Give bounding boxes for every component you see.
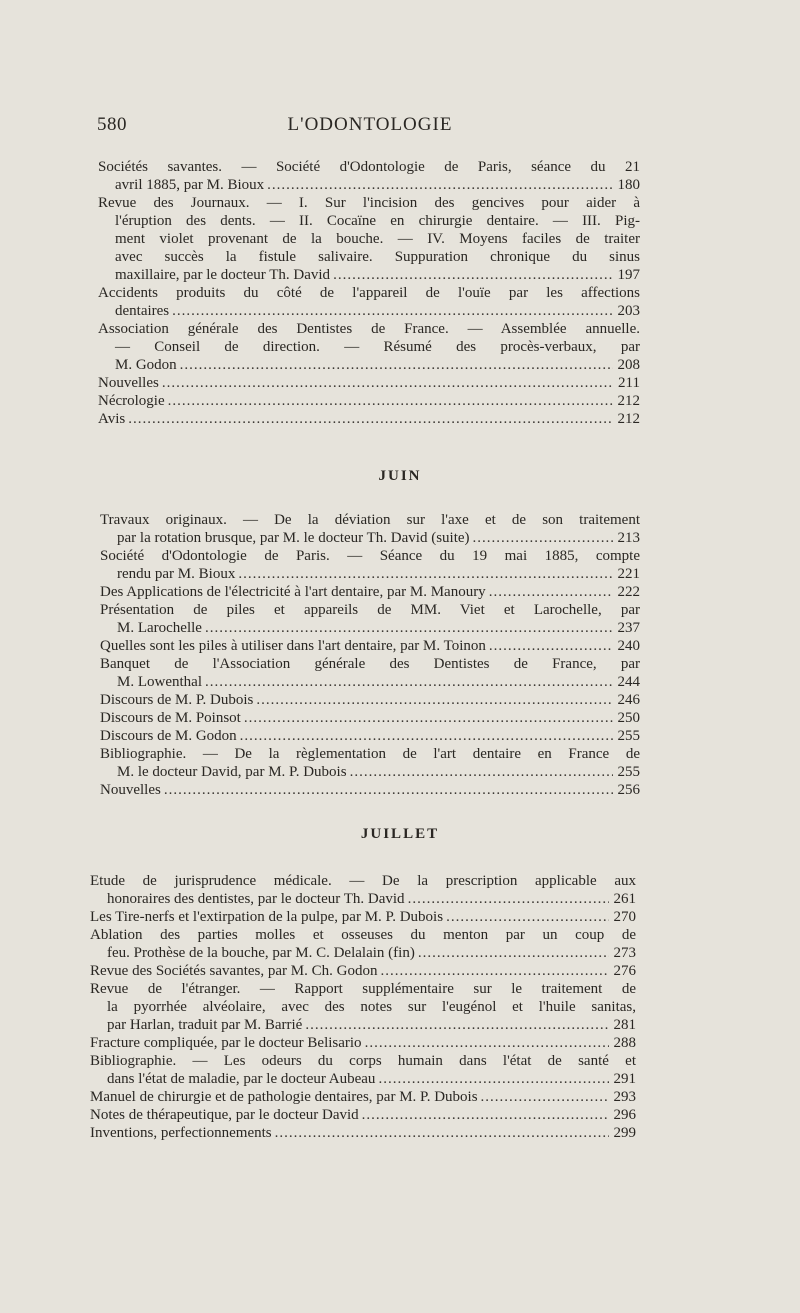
toc-entry-last-line bbox=[98, 410, 640, 428]
toc-page-number: 222 bbox=[617, 584, 640, 600]
toc-entry bbox=[100, 511, 640, 547]
toc-entry-last-line bbox=[90, 1034, 636, 1052]
dot-leader bbox=[378, 1070, 609, 1088]
toc-page-number: 276 bbox=[613, 963, 636, 979]
toc-entry bbox=[100, 547, 640, 583]
toc-entry-text: Bibliographie. — De la règlementation de l'art dentaire en France de bbox=[100, 746, 640, 762]
dot-leader bbox=[481, 1088, 609, 1106]
toc-entry-text: M. Godon bbox=[115, 357, 177, 373]
toc-entry-text: Discours de M. P. Dubois bbox=[100, 692, 254, 708]
toc-entry bbox=[90, 872, 636, 908]
toc-page-number: 237 bbox=[617, 620, 640, 636]
toc-block-mai bbox=[98, 158, 640, 428]
toc-entry-text: Quelles sont les piles à utiliser dans l'art dentaire, par M. Toinon bbox=[100, 638, 486, 654]
toc-entry-text: Revue de l'étranger. — Rapport supplémentaire sur le traitement de bbox=[90, 981, 636, 997]
toc-entry-text: Discours de M. Poinsot bbox=[100, 710, 241, 726]
toc-entry-text: Accidents produits du côté de l'appareil de l'ouïe par les affections bbox=[98, 285, 640, 301]
toc-entry-last-line bbox=[100, 709, 640, 727]
toc-page-number: 244 bbox=[617, 674, 640, 690]
toc-entry bbox=[98, 410, 640, 428]
toc-entry-text: Discours de M. Godon bbox=[100, 728, 237, 744]
toc-entry-text: avril 1885, par M. Bioux bbox=[115, 177, 265, 193]
toc-entry-text: Avis bbox=[98, 411, 126, 427]
dot-leader bbox=[350, 763, 613, 781]
toc-entry-text: Notes de thérapeutique, par le docteur David bbox=[90, 1107, 359, 1123]
toc-page-number: 221 bbox=[617, 566, 640, 582]
toc-entry-text: Inventions, perfectionnements bbox=[90, 1125, 272, 1141]
toc-entry-last-line bbox=[90, 1088, 636, 1106]
toc-entry-last-line bbox=[98, 176, 640, 194]
toc-entry-text: Banquet de l'Association générale des Dentistes de France, par bbox=[100, 656, 640, 672]
toc-entry bbox=[100, 745, 640, 781]
toc-entry-last-line bbox=[90, 890, 636, 908]
toc-page-number: 250 bbox=[617, 710, 640, 726]
toc-page-number: 256 bbox=[617, 782, 640, 798]
dot-leader bbox=[489, 583, 613, 601]
toc-entry bbox=[90, 1034, 636, 1052]
dot-leader bbox=[275, 1124, 609, 1142]
toc-page-number: 197 bbox=[617, 267, 640, 283]
toc-entry-last-line bbox=[100, 637, 640, 655]
toc-page-number: 273 bbox=[613, 945, 636, 961]
toc-entry-text: avec succès la fistule salivaire. Suppuration chronique du sinus bbox=[115, 249, 640, 265]
toc-page-number: 291 bbox=[613, 1071, 636, 1087]
toc-entry bbox=[90, 1052, 636, 1088]
running-title: L'ODONTOLOGIE bbox=[287, 114, 453, 135]
dot-leader bbox=[240, 727, 613, 745]
toc-entry bbox=[100, 637, 640, 655]
toc-entry-text: par Harlan, traduit par M. Barrié bbox=[107, 1017, 303, 1033]
dot-leader bbox=[333, 266, 613, 284]
toc-page-number: 296 bbox=[613, 1107, 636, 1123]
toc-entry-text: Bibliographie. — Les odeurs du corps humain dans l'état de santé et bbox=[90, 1053, 636, 1069]
toc-entry-last-line bbox=[98, 302, 640, 320]
toc-entry bbox=[90, 962, 636, 980]
toc-entry-text: Travaux originaux. — De la déviation sur l'axe et de son traitement bbox=[100, 512, 640, 528]
toc-entry-last-line bbox=[100, 673, 640, 691]
toc-entry bbox=[90, 1088, 636, 1106]
dot-leader bbox=[168, 392, 613, 410]
dot-leader bbox=[244, 709, 613, 727]
dot-leader bbox=[267, 176, 613, 194]
dot-leader bbox=[162, 374, 613, 392]
toc-entry-last-line bbox=[100, 619, 640, 637]
toc-page-number: 212 bbox=[617, 393, 640, 409]
toc-entry bbox=[98, 284, 640, 320]
toc-entry bbox=[100, 691, 640, 709]
toc-entry bbox=[100, 727, 640, 745]
toc-entry-text: dentaires bbox=[115, 303, 170, 319]
toc-entry-last-line bbox=[90, 1106, 636, 1124]
toc-entry bbox=[100, 601, 640, 637]
dot-leader bbox=[305, 1016, 609, 1034]
toc-page-number: 212 bbox=[617, 411, 640, 427]
toc-page-number: 261 bbox=[613, 891, 636, 907]
toc-page-number: 180 bbox=[617, 177, 640, 193]
toc-entry-last-line bbox=[100, 691, 640, 709]
toc-entry bbox=[90, 908, 636, 926]
toc-entry-last-line bbox=[90, 1070, 636, 1088]
toc-entry bbox=[90, 926, 636, 962]
dot-leader bbox=[172, 302, 613, 320]
toc-entry-text: Revue des Sociétés savantes, par M. Ch. Godon bbox=[90, 963, 378, 979]
toc-entry-text: Sociétés savantes. — Société d'Odontologie de Paris, séance du 21 bbox=[98, 159, 640, 175]
toc-page-number: 208 bbox=[617, 357, 640, 373]
toc-entry-text: Nécrologie bbox=[98, 393, 165, 409]
dot-leader bbox=[180, 356, 613, 374]
page-number: 580 bbox=[97, 114, 127, 135]
toc-entry-text: Nouvelles bbox=[98, 375, 159, 391]
dot-leader bbox=[164, 781, 613, 799]
toc-entry-last-line bbox=[100, 565, 640, 583]
toc-entry-text: Les Tire-nerfs et l'extirpation de la pulpe, par M. P. Dubois bbox=[90, 909, 444, 925]
dot-leader bbox=[380, 962, 609, 980]
toc-entry-last-line bbox=[100, 781, 640, 799]
toc-page-number: 293 bbox=[613, 1089, 636, 1105]
toc-entry-text: Association générale des Dentistes de France. — Assemblée annuelle. bbox=[98, 321, 640, 337]
toc-entry bbox=[100, 709, 640, 727]
toc-entry bbox=[100, 781, 640, 799]
toc-entry-last-line bbox=[90, 1016, 636, 1034]
toc-entry bbox=[98, 392, 640, 410]
dot-leader bbox=[408, 890, 609, 908]
toc-entry-text: Des Applications de l'électricité à l'art dentaire, par M. Manoury bbox=[100, 584, 486, 600]
toc-entry-text: — Conseil de direction. — Résumé des procès-verbaux, par bbox=[115, 339, 640, 355]
toc-entry-text: maxillaire, par le docteur Th. David bbox=[115, 267, 331, 283]
toc-entry-text: Manuel de chirurgie et de pathologie dentaires, par M. P. Dubois bbox=[90, 1089, 478, 1105]
toc-entry-text: l'éruption des dents. — II. Cocaïne en chirurgie dentaire. — III. Pig- bbox=[115, 213, 640, 229]
toc-entry-text: ment violet provenant de la bouche. — IV. Moyens faciles de traiter bbox=[115, 231, 640, 247]
toc-entry-text: Ablation des parties molles et osseuses du menton par un coup de bbox=[90, 927, 636, 943]
toc-page-number: 299 bbox=[613, 1125, 636, 1141]
dot-leader bbox=[365, 1034, 609, 1052]
dot-leader bbox=[205, 673, 613, 691]
toc-entry-last-line bbox=[98, 374, 640, 392]
toc-entry bbox=[90, 980, 636, 1034]
dot-leader bbox=[473, 529, 613, 547]
dot-leader bbox=[489, 637, 613, 655]
toc-page-number: 240 bbox=[617, 638, 640, 654]
section-title-juin: JUIN bbox=[378, 468, 422, 484]
toc-entry-text: Revue des Journaux. — I. Sur l'incision des gencives pour aider à bbox=[98, 195, 640, 211]
toc-entry-last-line bbox=[90, 908, 636, 926]
toc-page-number: 270 bbox=[613, 909, 636, 925]
toc-page-number: 255 bbox=[617, 728, 640, 744]
toc-entry-text: Etude de jurisprudence médicale. — De la prescription applicable aux bbox=[90, 873, 636, 889]
toc-page-number: 281 bbox=[613, 1017, 636, 1033]
toc-entry-text: par la rotation brusque, par M. le docteur Th. David (suite) bbox=[117, 530, 470, 546]
toc-entry-text: Présentation de piles et appareils de MM. Viet et Larochelle, par bbox=[100, 602, 640, 618]
dot-leader bbox=[446, 908, 609, 926]
toc-entry-text: rendu par M. Bioux bbox=[117, 566, 236, 582]
toc-page-number: 246 bbox=[617, 692, 640, 708]
toc-entry bbox=[98, 194, 640, 284]
toc-entry bbox=[98, 158, 640, 194]
toc-entry-last-line bbox=[98, 266, 640, 284]
dot-leader bbox=[418, 944, 609, 962]
toc-entry-text: M. Larochelle bbox=[117, 620, 202, 636]
toc-entry-last-line bbox=[100, 763, 640, 781]
toc-entry-text: Nouvelles bbox=[100, 782, 161, 798]
toc-entry-text: la pyorrhée alvéolaire, avec des notes sur l'eugénol et l'huile sanitas, bbox=[107, 999, 636, 1015]
toc-entry-text: M. le docteur David, par M. P. Dubois bbox=[117, 764, 347, 780]
dot-leader bbox=[238, 565, 613, 583]
toc-entry bbox=[90, 1106, 636, 1124]
toc-entry-last-line bbox=[100, 727, 640, 745]
toc-entry-text: Société d'Odontologie de Paris. — Séance du 19 mai 1885, compte bbox=[100, 548, 640, 564]
toc-page-number: 213 bbox=[617, 530, 640, 546]
toc-entry-text: feu. Prothèse de la bouche, par M. C. Delalain (fin) bbox=[107, 945, 415, 961]
toc-entry-text: dans l'état de maladie, par le docteur Aubeau bbox=[107, 1071, 376, 1087]
toc-page-number: 255 bbox=[617, 764, 640, 780]
toc-entry-text: Fracture compliquée, par le docteur Belisario bbox=[90, 1035, 362, 1051]
toc-page-number: 288 bbox=[613, 1035, 636, 1051]
toc-entry bbox=[100, 583, 640, 601]
dot-leader bbox=[205, 619, 613, 637]
toc-entry-last-line bbox=[100, 583, 640, 601]
page-header bbox=[97, 114, 643, 144]
toc-entry-last-line bbox=[90, 1124, 636, 1142]
dot-leader bbox=[128, 410, 613, 428]
toc-entry bbox=[100, 655, 640, 691]
toc-entry-text: honoraires des dentistes, par le docteur Th. David bbox=[107, 891, 405, 907]
toc-page-number: 203 bbox=[617, 303, 640, 319]
toc-entry-last-line bbox=[100, 529, 640, 547]
toc-page-number: 211 bbox=[618, 375, 640, 391]
toc-entry bbox=[98, 374, 640, 392]
toc-block-juillet bbox=[90, 872, 636, 1142]
toc-entry bbox=[90, 1124, 636, 1142]
toc-entry-last-line bbox=[98, 392, 640, 410]
toc-entry-last-line bbox=[98, 356, 640, 374]
section-title-juillet: JUILLET bbox=[360, 826, 440, 842]
toc-entry-text: M. Lowenthal bbox=[117, 674, 202, 690]
dot-leader bbox=[362, 1106, 609, 1124]
toc-entry bbox=[98, 320, 640, 374]
toc-entry-last-line bbox=[90, 962, 636, 980]
dot-leader bbox=[256, 691, 613, 709]
toc-entry-last-line bbox=[90, 944, 636, 962]
toc-block-juin bbox=[100, 511, 640, 799]
